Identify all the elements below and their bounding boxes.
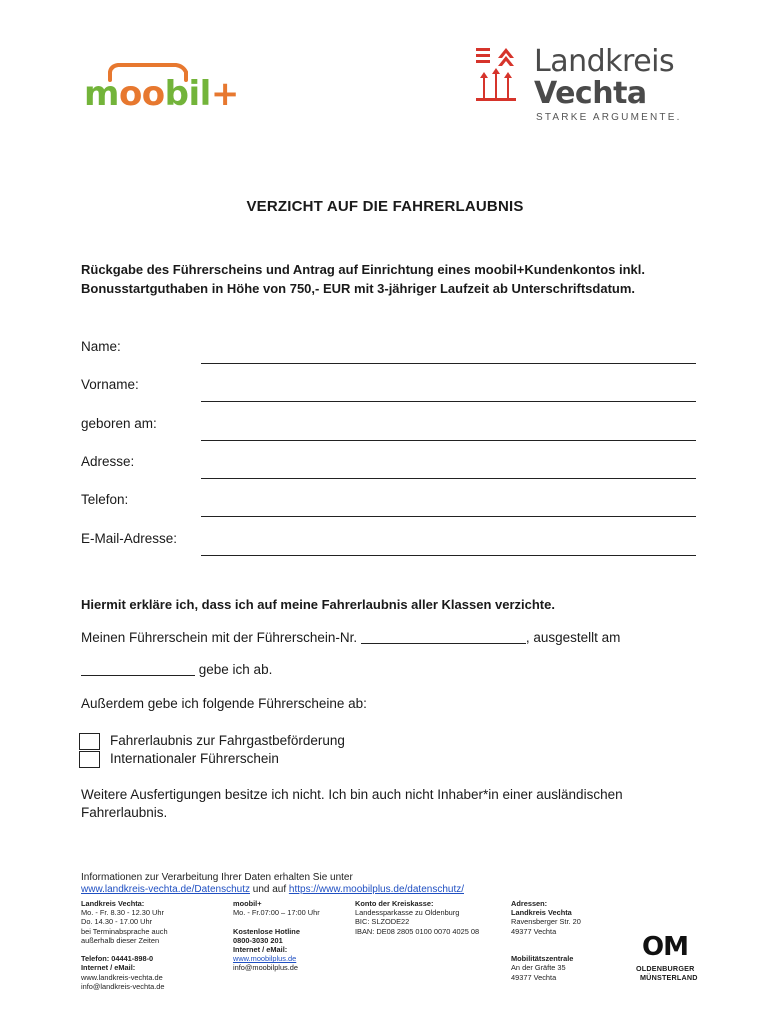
license-text-b: , ausgestellt am [525,630,621,645]
footer-hours: Do. 14.30 - 17.00 Uhr [81,917,153,927]
moobil-privacy-link[interactable]: https://www.moobilplus.de/datenschutz/ [288,884,464,895]
footer-email: info@moobilplus.de [233,963,299,973]
checkbox-label: Internationaler Führerschein [110,751,279,766]
footer-phone: Telefon: 04441-898-0 [81,954,154,964]
privacy-info [81,872,464,896]
landkreis-privacy-link[interactable]: www.landkreis-vechta.de/Datenschutz [81,884,250,895]
checkbox-label: Fahrerlaubnis zur Fahrgastbeförderung [110,733,345,748]
intro-line-2: Bonusstartguthaben in Höhe von 750,- EUR mit 3-jähriger Laufzeit ab Unterschriftsdatum. [81,281,636,296]
footer-hours: Mo. - Fr.07:00 – 17:00 Uhr [233,908,320,918]
landkreis-tagline: STARKE ARGUMENTE. [536,112,682,123]
footer-iban: IBAN: DE08 2805 0100 0070 4025 08 [355,926,480,936]
license-number-sentence [81,630,620,645]
footer-email: info@landkreis-vechta.de [81,981,165,991]
footer-street: An der Gräfte 35 [511,963,566,973]
address-input-line[interactable] [201,478,696,479]
privacy-info-line: Informationen zur Verarbeitung Ihrer Daten erhalten Sie unter [81,872,353,883]
further-statement [81,786,681,822]
landkreis-emblem-icon [474,44,524,106]
footer-org: Landkreis Vechta [511,908,572,918]
footer-heading: Konto der Kreiskasse: [355,899,434,908]
name-field[interactable] [81,339,696,369]
license-text-a: Meinen Führerschein mit der Führerschein-Nr. [81,630,358,645]
additional-licenses-intro: Außerdem gebe ich folgende Führerscheine ab: [81,696,367,711]
om-mark: OM [642,932,688,962]
vechta-title: Vechta [534,76,647,111]
passenger-transport-checkbox[interactable] [79,733,100,750]
moobil-wordmark: moobil+ [84,74,239,114]
email-input-line[interactable] [201,555,696,556]
footer-col-addresses [511,899,581,982]
vorname-field[interactable] [81,377,696,407]
email-field[interactable] [81,531,696,561]
landkreis-title: Landkreis [534,44,675,79]
footer-web-heading: Internet / eMail: [81,963,136,973]
further-line-1: Weitere Ausfertigungen besitze ich nicht. Ich bin auch nicht Inhaber*in einer ausländischen [81,787,623,802]
phone-input-line[interactable] [201,516,696,517]
intro-text [81,260,701,298]
issue-date-blank[interactable] [81,662,195,676]
field-label: Name: [81,339,121,354]
intro-line-1: Rückgabe des Führerscheins und Antrag auf Einrichtung eines moobil+Kundenkontos inkl. [81,262,646,277]
oldenburger-muensterland-logo [636,932,714,982]
document-title: VERZICHT AUF DIE FAHRERLAUBNIS [246,198,524,215]
birthdate-input-line[interactable] [201,440,696,441]
footer-hours: Mo. - Fr. 8.30 - 12.30 Uhr [81,908,164,918]
footer-note: außerhalb dieser Zeiten [81,935,160,945]
and-text: und auf [249,884,289,895]
landkreis-vechta-logo [474,44,694,128]
declaration-text: Hiermit erkläre ich, dass ich auf meine Fahrerlaubnis aller Klassen verzichte. [81,597,555,612]
international-license-checkbox[interactable] [79,751,100,768]
footer-heading: Adressen: [511,899,548,908]
footer-city: 49377 Vechta [511,926,557,936]
footer-hotline-heading: Kostenlose Hotline [233,926,300,936]
footer-bic: BIC: SLZODE22 [355,917,410,927]
field-label: Adresse: [81,454,135,469]
field-label: E-Mail-Adresse: [81,531,178,546]
footer-heading: moobil+ [233,899,262,908]
birthdate-field[interactable] [81,416,696,446]
footer-org: Mobilitätszentrale [511,954,574,964]
vorname-input-line[interactable] [201,401,696,402]
footer-col-bank [355,899,479,936]
footer-col-landkreis [81,899,168,991]
license-number-blank[interactable] [361,630,526,644]
footer-col-moobil [233,899,320,973]
moobil-website-link[interactable]: www.moobilplus.de [233,954,297,964]
footer-street: Ravensberger Str. 20 [511,917,581,927]
further-line-2: Fahrerlaubnis. [81,805,168,820]
issue-date-sentence [81,662,272,677]
footer-web: www.landkreis-vechta.de [81,972,163,982]
footer-hotline: 0800-3030 201 [233,935,283,945]
om-line-1: OLDENBURGER [636,964,695,973]
phone-field[interactable] [81,492,696,522]
moobil-logo [84,60,264,116]
field-label: Vorname: [81,377,139,392]
footer-heading: Landkreis Vechta: [81,899,145,908]
field-label: geboren am: [81,416,157,431]
om-line-2: MÜNSTERLAND [640,973,698,982]
license-text-c: gebe ich ab. [198,662,273,677]
name-input-line[interactable] [201,363,696,364]
address-field[interactable] [81,454,696,484]
footer-note: bei Terminabsprache auch [81,926,168,936]
privacy-links-line [81,884,464,896]
footer-bank: Landessparkasse zu Oldenburg [355,908,460,918]
footer-web-heading: Internet / eMail: [233,945,288,954]
field-label: Telefon: [81,492,129,507]
footer-city: 49377 Vechta [511,972,557,982]
